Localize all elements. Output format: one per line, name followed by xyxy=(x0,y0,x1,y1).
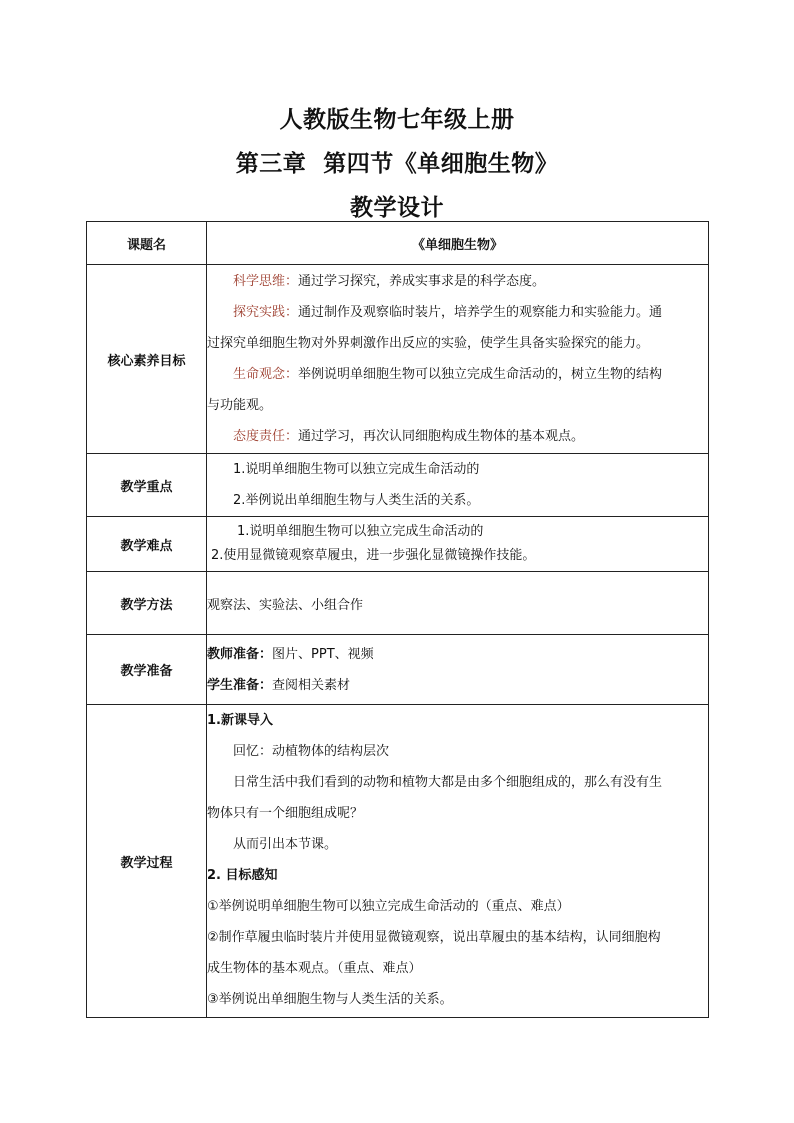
row-key-points xyxy=(87,454,709,517)
prep-content xyxy=(207,635,709,705)
core-text: 通过学习探究，养成实事求是的科学态度。 xyxy=(298,274,546,289)
document-title-block xyxy=(0,98,794,230)
goal-item: ②制作草履虫临时装片并使用显微镜观察，说出草履虫的基本结构，认同细胞构 xyxy=(207,930,661,945)
core-tag: 探究实践： xyxy=(233,305,299,320)
core-tag: 科学思维： xyxy=(233,274,299,289)
core-text: 通过制作及观察临时装片，培养学生的观察能力和实验能力。通 xyxy=(298,305,663,320)
core-tag: 生命观念： xyxy=(233,367,299,382)
teacher-prep-label: 教师准备： xyxy=(207,646,273,662)
core-label: 核心素养目标 xyxy=(87,265,207,454)
difficulty-content xyxy=(207,517,709,572)
student-prep-label: 学生准备： xyxy=(207,677,273,693)
process-heading-1: 1.新课导入 xyxy=(207,713,273,728)
row-process xyxy=(87,705,709,1018)
title-line-1: 人教版生物七年级上册 xyxy=(279,106,515,133)
key-point: 1.说明单细胞生物可以独立完成生命活动的 xyxy=(233,462,480,477)
goal-item: ③举例说出单细胞生物与人类生活的关系。 xyxy=(207,992,453,1007)
title-line-2: 第三章 第四节《单细胞生物》 xyxy=(235,150,559,177)
process-paragraph: 从而引出本节课。 xyxy=(233,837,338,852)
teacher-prep-value: 图片、PPT、视频 xyxy=(272,646,374,662)
process-heading-2: 2. 目标感知 xyxy=(207,868,278,883)
core-text: 通过学习，再次认同细胞构成生物体的基本观点。 xyxy=(298,429,585,444)
core-item xyxy=(207,297,708,328)
core-content xyxy=(207,265,709,454)
course-label: 课题名 xyxy=(87,222,207,265)
core-text: 举例说明单细胞生物可以独立完成生命活动的，树立生物的结构 xyxy=(298,367,663,382)
row-preparation xyxy=(87,635,709,705)
student-prep-value: 查阅相关素材 xyxy=(272,677,351,693)
goal-item: ①举例说明单细胞生物可以独立完成生命活动的（重点、难点） xyxy=(207,899,570,914)
process-review: 回忆：动植物体的结构层次 xyxy=(233,744,390,759)
row-difficulties xyxy=(87,517,709,572)
student-prep xyxy=(207,670,708,701)
title-line-3: 教学设计 xyxy=(350,194,444,221)
difficulty-point: 1.说明单细胞生物可以独立完成生命活动的 xyxy=(237,524,484,539)
goal-item-cont: 成生物体的基本观点。（重点、难点） xyxy=(207,961,422,976)
row-core-goals xyxy=(87,265,709,454)
process-paragraph-cont: 物体只有一个细胞组成呢？ xyxy=(207,806,364,821)
prep-label: 教学准备 xyxy=(87,635,207,705)
key-label: 教学重点 xyxy=(87,454,207,517)
process-content xyxy=(207,705,709,1018)
lesson-plan-table xyxy=(86,221,709,1018)
core-text-cont: 与功能观。 xyxy=(207,398,273,413)
core-item xyxy=(207,359,708,390)
method-label: 教学方法 xyxy=(87,572,207,635)
key-point: 2.举例说出单细胞生物与人类生活的关系。 xyxy=(233,493,480,508)
core-item xyxy=(207,421,708,452)
difficulty-label: 教学难点 xyxy=(87,517,207,572)
core-tag: 态度责任： xyxy=(233,429,299,444)
process-label: 教学过程 xyxy=(87,705,207,1018)
core-item xyxy=(207,266,708,297)
course-value: 《单细胞生物》 xyxy=(207,222,709,265)
row-method xyxy=(87,572,709,635)
teacher-prep xyxy=(207,639,708,670)
difficulty-point: 2.使用显微镜观察草履虫，进一步强化显微镜操作技能。 xyxy=(211,548,536,563)
method-value: 观察法、实验法、小组合作 xyxy=(207,572,709,635)
core-text-cont: 过探究单细胞生物对外界刺激作出反应的实验，使学生具备实验探究的能力。 xyxy=(207,336,650,351)
key-content xyxy=(207,454,709,517)
row-course xyxy=(87,222,709,265)
process-paragraph: 日常生活中我们看到的动物和植物大都是由多个细胞组成的，那么有没有生 xyxy=(233,775,663,790)
